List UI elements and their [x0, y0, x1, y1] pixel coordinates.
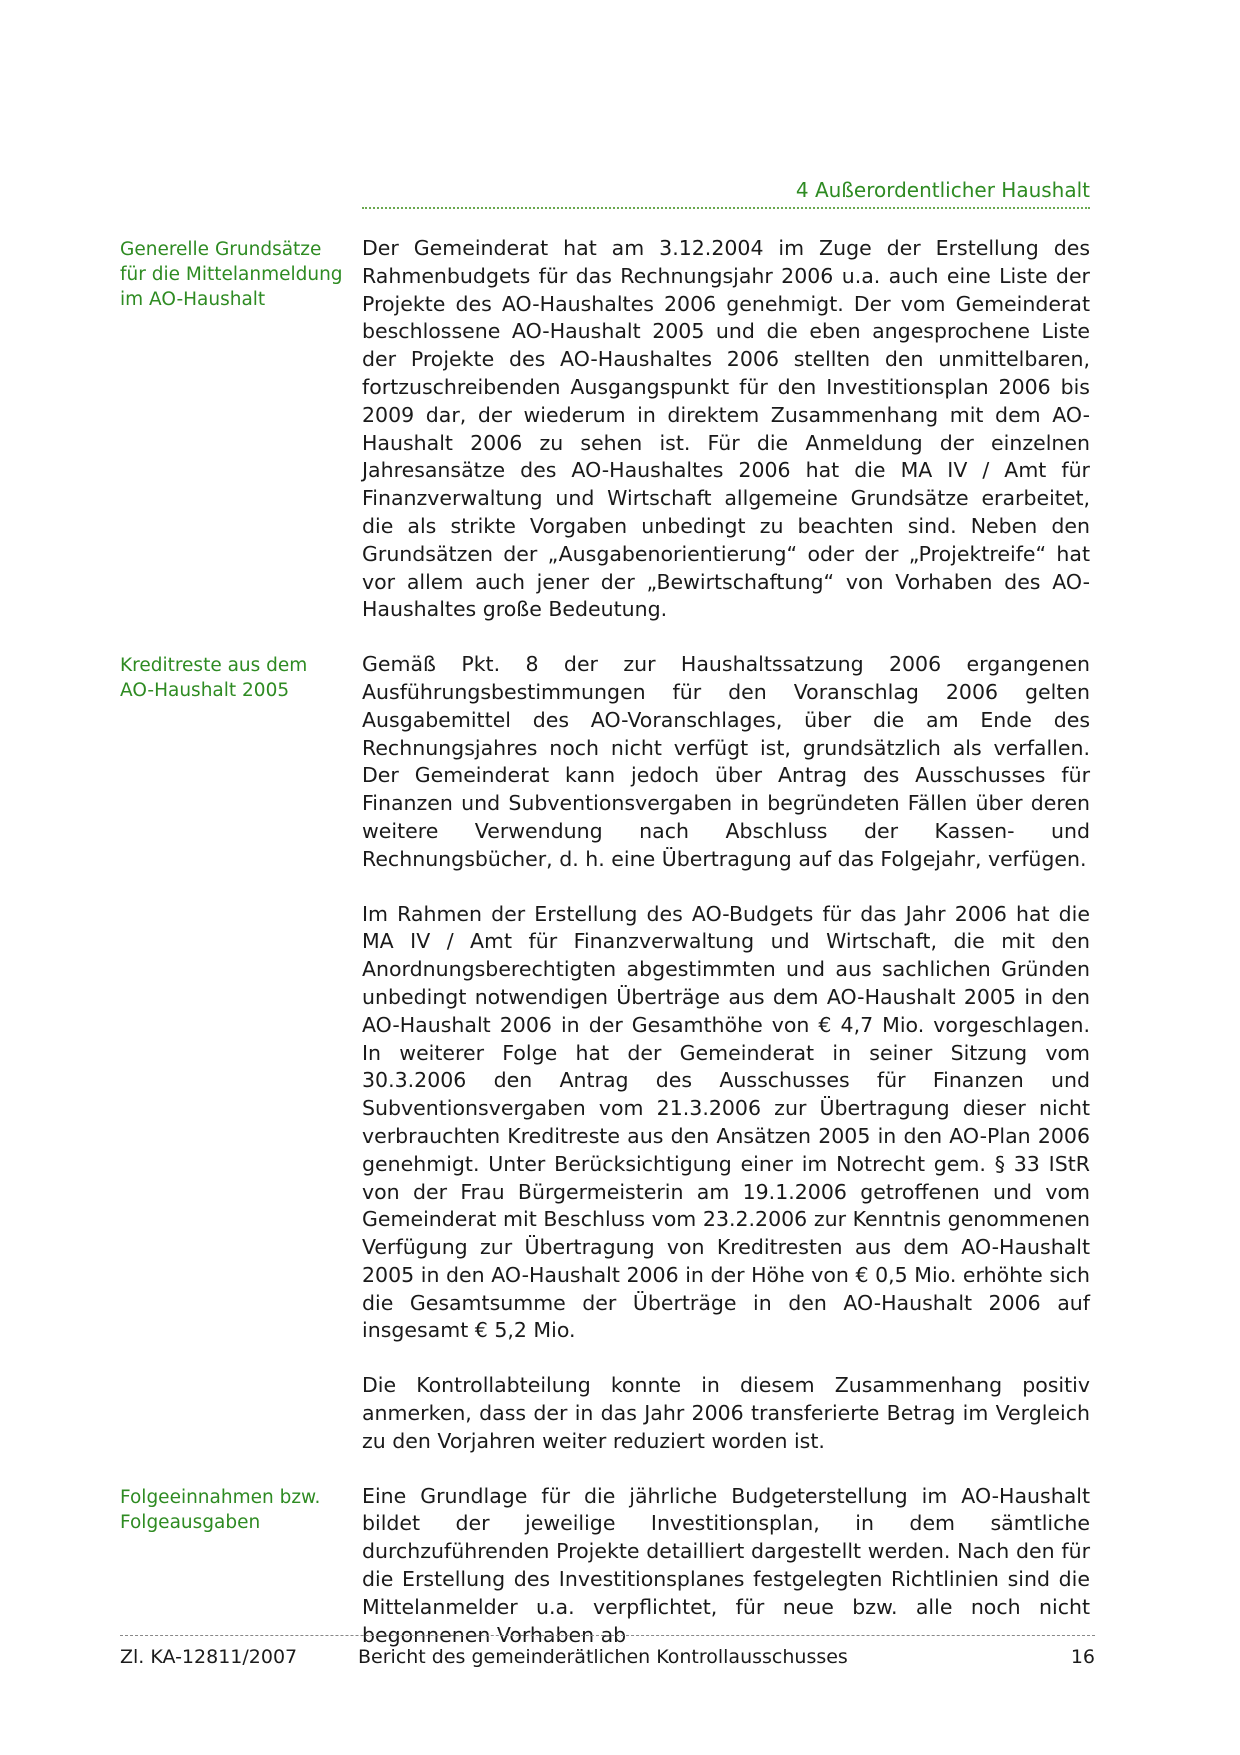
- margin-heading: [120, 1485, 350, 1535]
- margin-heading: [120, 237, 350, 312]
- paragraph: Die Kontrollabteilung konnte in diesem Zusammenhang positiv anmerken, dass der in das Jahr 2006 transferierte Betrag im Vergleich zu den Vorjahren weiter reduziert worden ist.: [362, 1373, 1090, 1453]
- section-folgeeinnahmen: [120, 1483, 1090, 1650]
- report-title: Bericht des gemeinderätlichen Kontrollausschusses: [358, 1646, 848, 1668]
- paragraph: Eine Grundlage für die jährliche Budgeterstellung im AO-Haushalt bildet der jeweilige Investitionsplan, in dem sämtliche durchzuführenden Projekte detailliert dargestellt werden. Nach den für die Erstellung des Investitionsplanes festgelegten Richtlinien sind die Mittelanmelder u.a. verpflichtet, für neue bzw. alle noch nicht begonnenen Vorhaben ab: [362, 1483, 1090, 1647]
- margin-heading-line: AO-Haushalt 2005: [120, 680, 290, 702]
- margin-heading-line: für die Mittelanmeldung: [120, 264, 343, 285]
- section-kreditreste: [120, 651, 1090, 1456]
- section-text: [362, 235, 1090, 624]
- margin-heading-line: Kreditreste aus dem: [120, 655, 308, 677]
- section-text: [362, 651, 1090, 1456]
- margin-heading: [120, 653, 350, 703]
- page-number: 16: [1070, 1646, 1095, 1668]
- margin-heading-line: im AO-Haushalt: [120, 289, 266, 310]
- page-footer: [120, 1643, 1095, 1673]
- section-generelle-grundsaetze: [120, 235, 1090, 624]
- margin-heading-line: Generelle Grundsätze: [120, 239, 322, 260]
- margin-heading-line: Folgeeinnahmen bzw.: [120, 1486, 321, 1508]
- paragraph: Der Gemeinderat hat am 3.12.2004 im Zuge der Erstellung des Rahmenbudgets für das Rechnungsjahr 2006 u.a. auch eine Liste der Projekte des AO-Haushaltes 2006 genehmigt. Der vom Gemeinderat beschlossene AO-Haushalt 2005 und die eben angesprochene Liste der Projekte des AO-Haushaltes 2006 stellten den unmittelbaren, fortzuschreibenden Ausgangspunkt für den Investitionsplan 2006 bis 2009 dar, der wiederum in direktem Zusammenhang mit dem AO-Haushalt 2006 zu sehen ist. Für die Anmeldung der einzelnen Jahresansätze des AO-Haushaltes 2006 hat die MA IV / Amt für Finanzverwaltung und Wirtschaft allgemeine Grundsätze erarbeitet, die als strikte Vorgaben unbedingt zu beachten sind. Neben den Grundsätzen der „Ausgabenorientierung“ oder der „Projektreife“ hat vor allem auch jener der „Bewirtschaftung“ von Vorhaben des AO-Haushaltes große Bedeutung.: [362, 236, 1090, 622]
- document-reference: Zl. KA-12811/2007: [120, 1646, 298, 1668]
- section-text: [362, 1483, 1090, 1650]
- paragraph: Gemäß Pkt. 8 der zur Haushaltssatzung 2006 ergangenen Ausführungsbestimmungen für den Voranschlag 2006 gelten Ausgabemittel des AO-Voranschlages, über die am Ende des Rechnungsjahres noch nicht verfügt ist, grundsätzlich als verfallen. Der Gemeinderat kann jedoch über Antrag des Ausschusses für Finanzen und Subventionsvergaben in begründeten Fällen über deren weitere Verwendung nach Abschluss der Kassen- und Rechnungsbücher, d. h. eine Übertragung auf das Folgejahr, verfügen.: [362, 652, 1090, 871]
- chapter-header: 4 Außerordentlicher Haushalt: [362, 176, 1090, 209]
- page-body: [120, 235, 1090, 1676]
- footer-divider: [120, 1635, 1095, 1636]
- paragraph: Im Rahmen der Erstellung des AO-Budgets für das Jahr 2006 hat die MA IV / Amt für Finanzverwaltung und Wirtschaft, die mit den Anordnungsberechtigten abgestimmten und aus sachlichen Gründen unbedingt notwendigen Überträge aus dem AO-Haushalt 2005 in den AO-Haushalt 2006 in der Gesamthöhe von € 4,7 Mio. vorgeschlagen. In weiterer Folge hat der Gemeinderat in seiner Sitzung vom 30.3.2006 den Antrag des Ausschusses für Finanzen und Subventionsvergaben vom 21.3.2006 zur Übertragung dieser nicht verbrauchten Kreditreste aus den Ansätzen 2005 in den AO-Plan 2006 genehmigt. Unter Berücksichtigung einer im Notrecht gem. § 33 IStR von der Frau Bürgermeisterin am 19.1.2006 getroffenen und vom Gemeinderat mit Beschluss vom 23.2.2006 zur Kenntnis genommenen Verfügung zur Übertragung von Kreditresten aus dem AO-Haushalt 2005 in den AO-Haushalt 2006 in der Höhe von € 0,5 Mio. erhöhte sich die Gesamtsumme der Überträge in den AO-Haushalt 2006 auf insgesamt € 5,2 Mio.: [362, 901, 1090, 1343]
- margin-heading-line: Folgeausgaben: [120, 1511, 261, 1533]
